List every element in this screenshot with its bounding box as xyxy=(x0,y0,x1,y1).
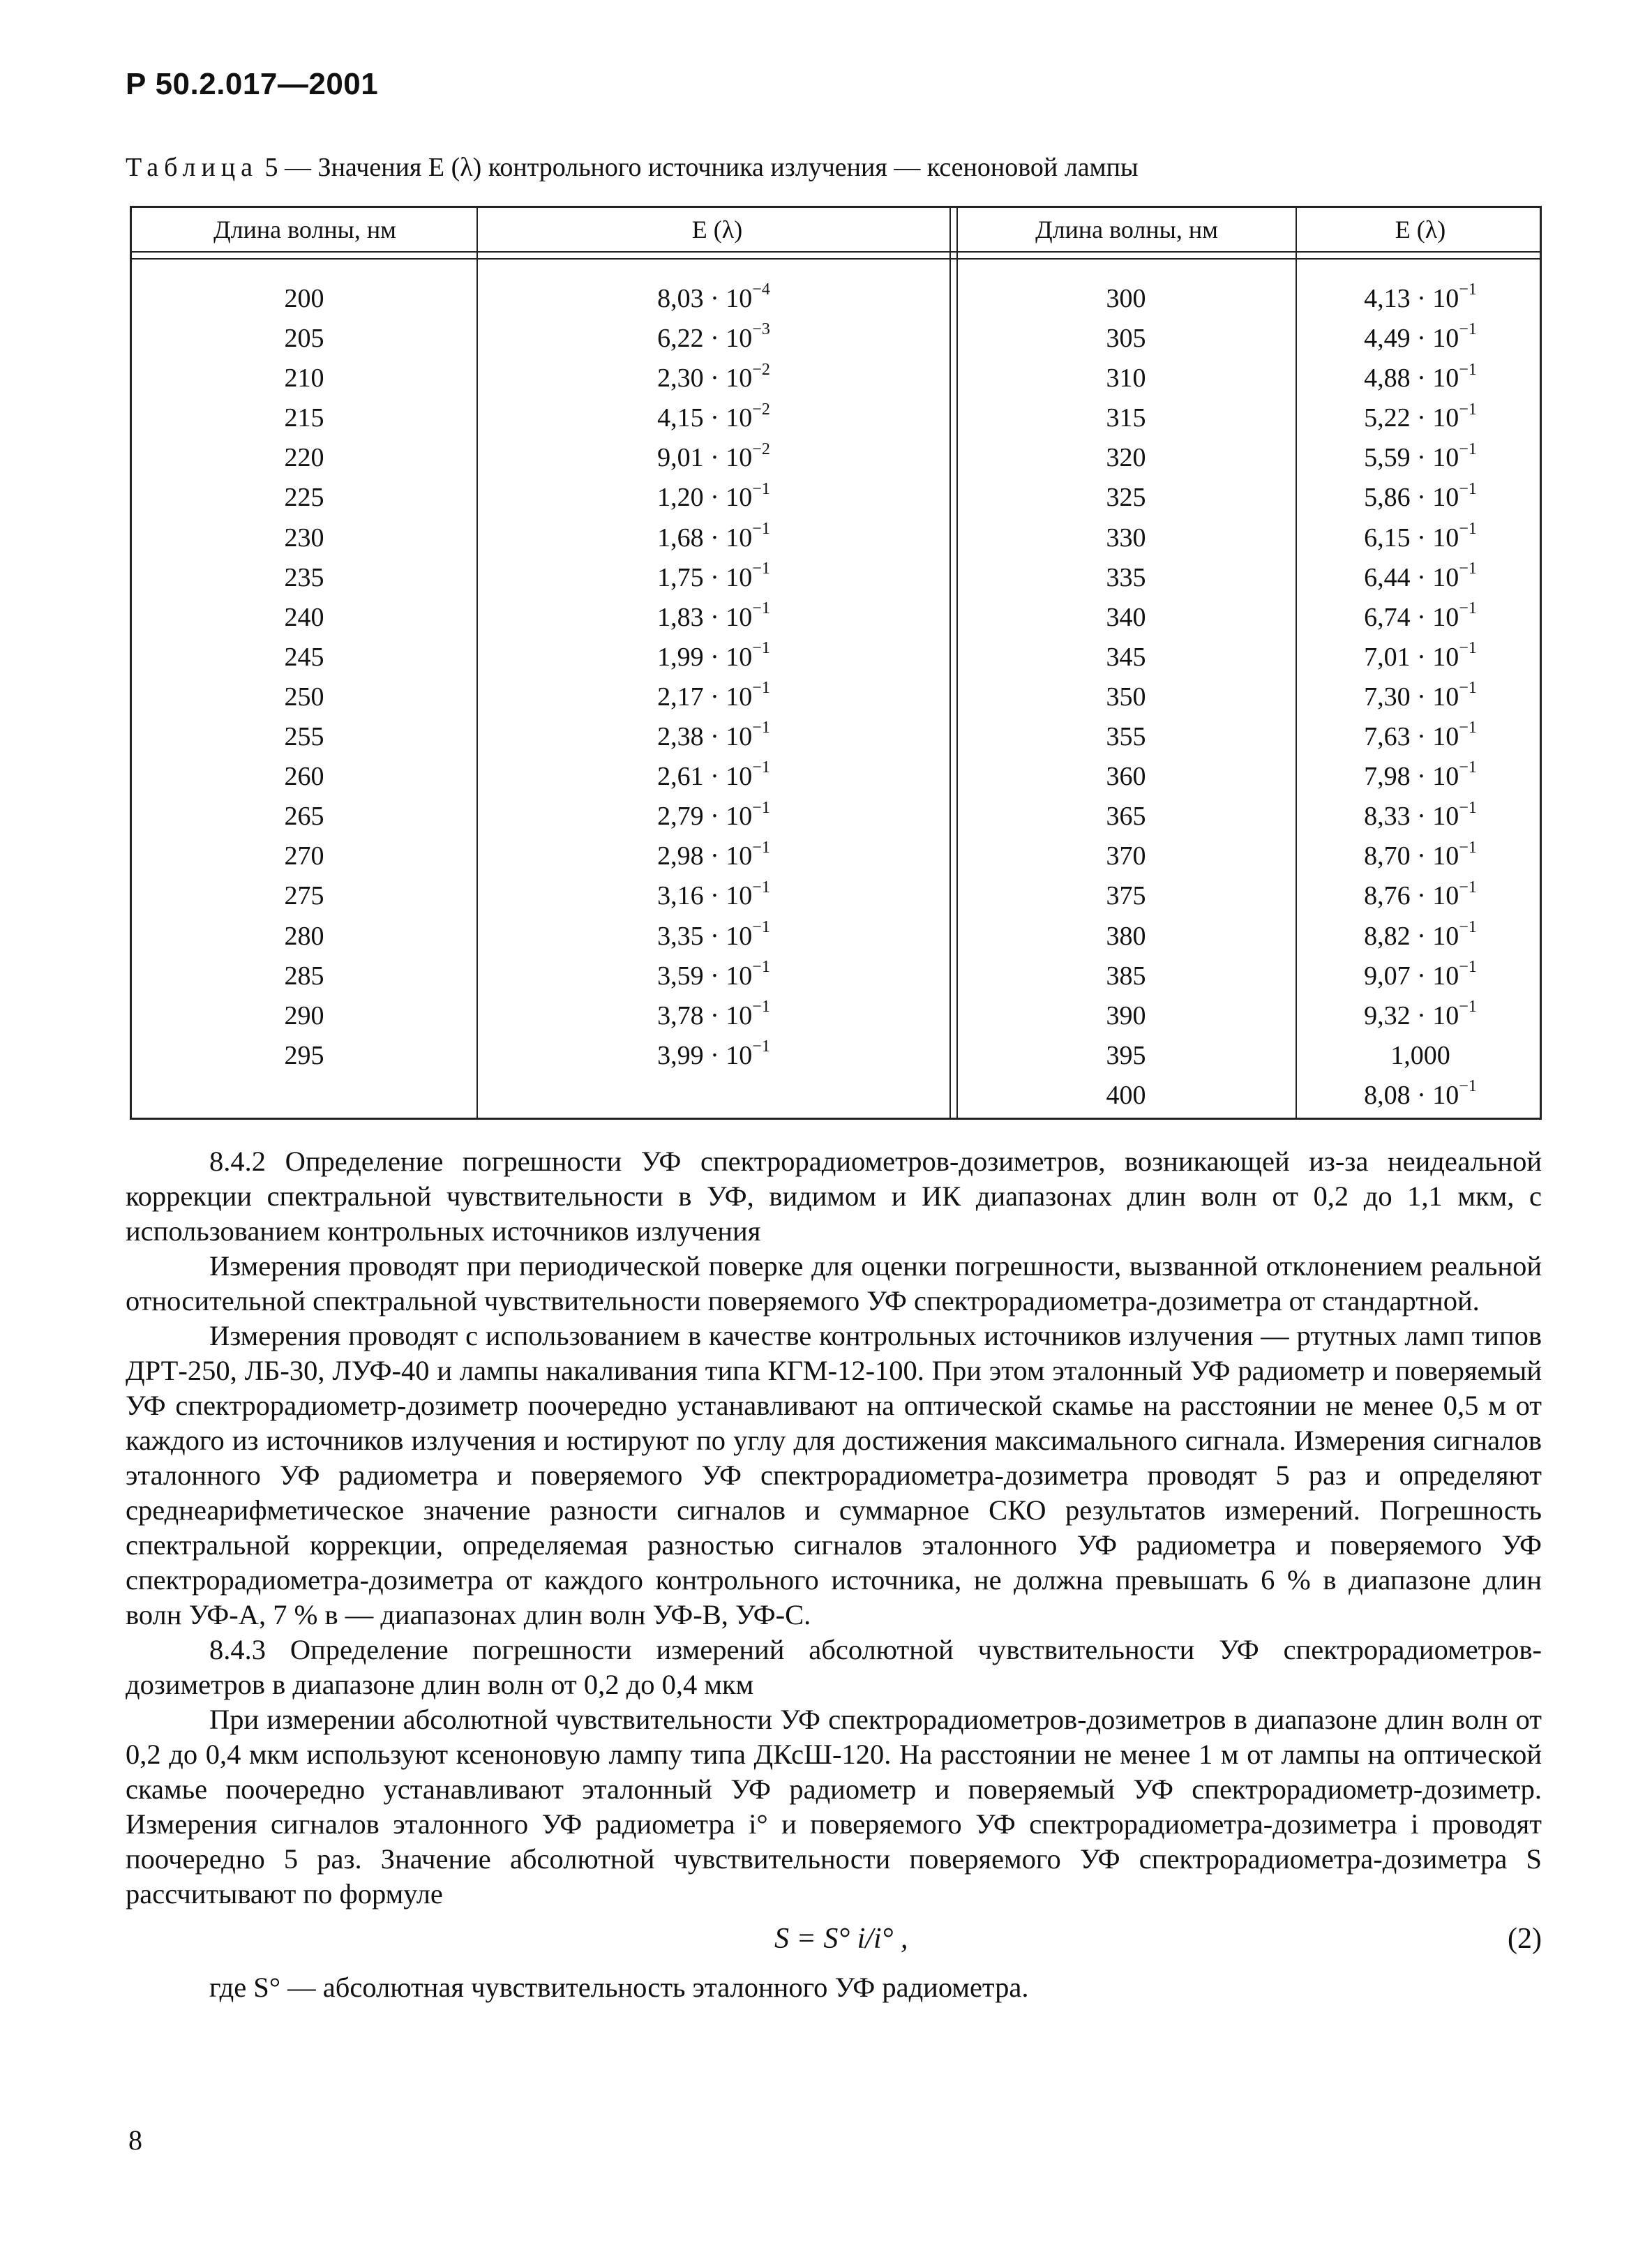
cell-wavelength-1 xyxy=(132,1036,476,1076)
cell-wavelength-1 xyxy=(132,319,476,359)
table-row xyxy=(132,478,1540,518)
table-header xyxy=(132,208,1540,251)
cell-wavelength-2-value: 300 xyxy=(1106,284,1146,313)
cell-e-lambda-2-value: 5,59 · 10 xyxy=(1364,443,1459,473)
cell-e-lambda-2-value: 8,70 · 10 xyxy=(1364,841,1459,871)
cell-e-lambda-2 xyxy=(1297,836,1544,876)
cell-e-lambda-2-exponent: −1 xyxy=(1459,519,1477,538)
cell-e-lambda-1-exponent: −1 xyxy=(752,479,770,498)
cell-e-lambda-1-value: 1,83 · 10 xyxy=(657,602,753,632)
table-row xyxy=(132,518,1540,558)
cell-e-lambda-1 xyxy=(478,478,949,518)
cell-wavelength-2-value: 340 xyxy=(1106,602,1146,632)
cell-e-lambda-1-exponent: −1 xyxy=(752,957,770,976)
table-row xyxy=(132,1036,1540,1076)
cell-e-lambda-2-exponent: −1 xyxy=(1459,878,1477,896)
header-rule-1 xyxy=(132,251,1540,253)
cell-e-lambda-2 xyxy=(1297,638,1544,677)
cell-wavelength-2-value: 400 xyxy=(1106,1080,1146,1110)
cell-wavelength-1-value: 215 xyxy=(284,403,324,433)
cell-wavelength-2 xyxy=(956,598,1296,638)
cell-wavelength-1-value: 250 xyxy=(284,682,324,712)
cell-e-lambda-1 xyxy=(478,518,949,558)
cell-e-lambda-1-exponent: −2 xyxy=(752,440,770,458)
cell-wavelength-2 xyxy=(956,757,1296,797)
cell-wavelength-1-value: 295 xyxy=(284,1040,324,1070)
cell-wavelength-1 xyxy=(132,638,476,677)
header-e-lambda-2: E (λ) xyxy=(1395,216,1446,243)
cell-wavelength-1-value: 260 xyxy=(284,762,324,792)
formula-expression: S = S° i/i° , xyxy=(774,1923,908,1955)
cell-e-lambda-1-exponent: −2 xyxy=(752,400,770,419)
table-row xyxy=(132,319,1540,359)
cell-e-lambda-2 xyxy=(1297,478,1544,518)
cell-e-lambda-2-value: 6,74 · 10 xyxy=(1364,602,1459,632)
cell-e-lambda-1-value: 2,30 · 10 xyxy=(657,363,753,393)
table-row xyxy=(132,996,1540,1036)
cell-e-lambda-1 xyxy=(478,1036,949,1076)
cell-e-lambda-1-exponent: −1 xyxy=(752,599,770,618)
table-row xyxy=(132,677,1540,717)
cell-e-lambda-2-value: 5,86 · 10 xyxy=(1364,483,1459,513)
cell-wavelength-2 xyxy=(956,717,1296,757)
cell-e-lambda-2 xyxy=(1297,717,1544,757)
cell-wavelength-1-value: 285 xyxy=(284,961,324,991)
cell-e-lambda-2-exponent: −1 xyxy=(1459,360,1477,379)
cell-e-lambda-2 xyxy=(1297,1076,1544,1116)
table-row xyxy=(132,797,1540,836)
cell-e-lambda-1-exponent: −1 xyxy=(752,719,770,737)
cell-wavelength-1 xyxy=(132,956,476,996)
cell-e-lambda-2 xyxy=(1297,359,1544,398)
cell-e-lambda-2-value: 9,32 · 10 xyxy=(1364,1000,1459,1030)
header-e-lambda-1: E (λ) xyxy=(691,216,743,243)
cell-e-lambda-2-value: 4,88 · 10 xyxy=(1364,363,1459,393)
cell-wavelength-1-value: 270 xyxy=(284,841,324,871)
cell-e-lambda-2-exponent: −1 xyxy=(1459,917,1477,936)
formula-explanation: где S° — абсолютная чувствительность эталонного УФ радиометра. xyxy=(209,1972,1029,2003)
cell-e-lambda-2 xyxy=(1297,1036,1544,1076)
cell-e-lambda-1 xyxy=(478,956,949,996)
cell-wavelength-1 xyxy=(132,478,476,518)
cell-e-lambda-1-exponent: −1 xyxy=(752,560,770,578)
cell-e-lambda-1 xyxy=(478,717,949,757)
cell-wavelength-2-value: 320 xyxy=(1106,443,1146,473)
cell-e-lambda-1-exponent: −1 xyxy=(752,838,770,857)
cell-e-lambda-2-value: 8,08 · 10 xyxy=(1364,1080,1459,1110)
cell-wavelength-1-value: 290 xyxy=(284,1000,324,1030)
cell-e-lambda-1 xyxy=(478,558,949,598)
cell-e-lambda-1 xyxy=(478,917,949,956)
cell-wavelength-2-value: 330 xyxy=(1106,523,1146,553)
cell-e-lambda-1-value: 3,16 · 10 xyxy=(657,881,753,911)
paragraph-8-4-3-procedure: При измерении абсолютной чувствительности УФ спектрорадиометров-дозиметров в диапазоне длин волн от 0,2 до 0,4 мкм используют ксеноновую лампу типа ДКсШ-120. На расстоянии не менее 1 м от лампы на оптической скамье поочередно устанавливают эталонный УФ радиометр и поверяемый УФ спектрорадиометр-дозиметр. Измерения сигналов эталонного УФ радиометра i° и поверяемого УФ спектрорадиометра-дозиметра i проводят поочередно 5 раз. Значение абсолютной чувствительности поверяемого УФ спектрорадиометра-дозиметра S рассчитывают по формуле xyxy=(126,1704,1542,1909)
cell-e-lambda-2-value: 8,76 · 10 xyxy=(1364,881,1459,911)
cell-e-lambda-2-exponent: −1 xyxy=(1459,998,1477,1016)
cell-e-lambda-2-exponent: −1 xyxy=(1459,560,1477,578)
cell-wavelength-1-value: 275 xyxy=(284,881,324,911)
cell-e-lambda-2 xyxy=(1297,279,1544,319)
cell-wavelength-2-value: 375 xyxy=(1106,881,1146,911)
formula-2 xyxy=(126,1914,1542,1963)
cell-e-lambda-1-exponent: −1 xyxy=(752,679,770,698)
cell-e-lambda-1 xyxy=(478,996,949,1036)
cell-wavelength-2 xyxy=(956,638,1296,677)
table-caption xyxy=(126,152,1138,183)
cell-wavelength-1-value: 220 xyxy=(284,443,324,473)
paragraph-8-4-2-title: 8.4.2 Определение погрешности УФ спектрорадиометров-дозиметров, возникающей из-за неидеальной коррекции спектральной чувствительности в УФ, видимом и ИК диапазонах длин волн от 0,2 до 1,1 мкм, с использованием контрольных источников излучения xyxy=(126,1146,1542,1247)
cell-wavelength-1 xyxy=(132,836,476,876)
cell-e-lambda-2 xyxy=(1297,757,1544,797)
cell-wavelength-1-value: 205 xyxy=(284,324,324,354)
cell-wavelength-2-value: 350 xyxy=(1106,682,1146,712)
cell-wavelength-2 xyxy=(956,836,1296,876)
cell-e-lambda-1 xyxy=(478,319,949,359)
page-number: 8 xyxy=(128,2124,142,2156)
cell-e-lambda-2-exponent: −1 xyxy=(1459,320,1477,339)
cell-e-lambda-1-value: 2,17 · 10 xyxy=(657,682,753,712)
cell-wavelength-1-value: 225 xyxy=(284,483,324,513)
cell-e-lambda-2-exponent: −1 xyxy=(1459,280,1477,299)
paragraph-8-4-2-procedure: Измерения проводят с использованием в качестве контрольных источников излучения — ртутных ламп типов ДРТ-250, ЛБ-30, ЛУФ-40 и лампы накаливания типа КГМ-12-100. При этом эталонный УФ радиометр и поверяемый УФ спектрорадиометр-дозиметр поочередно устанавливают на оптической скамье на расстоянии не менее 0,5 м от каждого из источников излучения и юстируют по углу для достижения максимального сигнала. Измерения сигналов эталонного УФ радиометра и поверяемого УФ спектрорадиометра-дозиметра проводят 5 раз и определяют среднеарифметическое значение разности сигналов и суммарное СКО результатов измерений. Погрешность спектральной коррекции, определяемая разностью сигналов эталонного УФ радиометра и поверяемого УФ спектрорадиометра-дозиметра от каждого контрольного источника, не должна превышать 6 % в диапазоне длин волн УФ-А, 7 % в — диапазонах длин волн УФ-В, УФ-С. xyxy=(126,1320,1542,1630)
cell-e-lambda-2-exponent: −1 xyxy=(1459,957,1477,976)
cell-wavelength-2 xyxy=(956,398,1296,438)
cell-wavelength-2 xyxy=(956,1076,1296,1116)
cell-e-lambda-2-exponent: −1 xyxy=(1459,400,1477,419)
cell-wavelength-2 xyxy=(956,319,1296,359)
cell-e-lambda-2-value: 4,13 · 10 xyxy=(1364,284,1459,313)
cell-wavelength-1 xyxy=(132,757,476,797)
cell-e-lambda-1 xyxy=(478,279,949,319)
cell-wavelength-2-value: 385 xyxy=(1106,961,1146,991)
table-row xyxy=(132,1076,1540,1116)
cell-e-lambda-1-value: 2,98 · 10 xyxy=(657,841,753,871)
cell-e-lambda-2-exponent: −1 xyxy=(1459,838,1477,857)
table-row xyxy=(132,876,1540,916)
cell-e-lambda-1-value: 2,79 · 10 xyxy=(657,802,753,832)
cell-e-lambda-2-exponent: −1 xyxy=(1459,679,1477,698)
cell-e-lambda-1-value: 2,38 · 10 xyxy=(657,722,753,752)
cell-e-lambda-2 xyxy=(1297,598,1544,638)
cell-e-lambda-2-value: 7,98 · 10 xyxy=(1364,762,1459,792)
cell-wavelength-2 xyxy=(956,1036,1296,1076)
cell-e-lambda-2 xyxy=(1297,797,1544,836)
cell-e-lambda-2-value: 9,07 · 10 xyxy=(1364,961,1459,991)
cell-e-lambda-1-exponent: −3 xyxy=(752,320,770,339)
table-row xyxy=(132,359,1540,398)
cell-wavelength-1-value: 280 xyxy=(284,921,324,951)
cell-wavelength-1 xyxy=(132,438,476,478)
cell-e-lambda-1-exponent: −4 xyxy=(752,280,770,299)
cell-e-lambda-1 xyxy=(478,598,949,638)
cell-wavelength-2 xyxy=(956,797,1296,836)
cell-e-lambda-1-exponent: −1 xyxy=(752,758,770,777)
cell-e-lambda-2 xyxy=(1297,438,1544,478)
cell-e-lambda-2-exponent: −1 xyxy=(1459,758,1477,777)
cell-e-lambda-1-value: 3,59 · 10 xyxy=(657,961,753,991)
cell-e-lambda-1 xyxy=(478,757,949,797)
cell-e-lambda-1-value: 3,35 · 10 xyxy=(657,921,753,951)
cell-wavelength-2 xyxy=(956,359,1296,398)
cell-e-lambda-1-exponent: −1 xyxy=(752,917,770,936)
cell-wavelength-1 xyxy=(132,677,476,717)
cell-e-lambda-1-value: 1,20 · 10 xyxy=(657,483,753,513)
table-caption-text: — Значения E (λ) контрольного источника излучения — ксеноновой лампы xyxy=(278,153,1139,182)
cell-wavelength-2 xyxy=(956,558,1296,598)
cell-wavelength-2 xyxy=(956,279,1296,319)
cell-e-lambda-1-value: 3,99 · 10 xyxy=(657,1040,753,1070)
cell-e-lambda-1-exponent: −1 xyxy=(752,1037,770,1056)
cell-e-lambda-2-exponent: −1 xyxy=(1459,440,1477,458)
table-row xyxy=(132,956,1540,996)
table-row xyxy=(132,279,1540,319)
cell-e-lambda-1-exponent: −1 xyxy=(752,998,770,1016)
formula-number: (2) xyxy=(1508,1923,1542,1955)
cell-e-lambda-2 xyxy=(1297,518,1544,558)
table-row xyxy=(132,638,1540,677)
table-caption-number: 5 xyxy=(264,153,278,182)
cell-wavelength-1 xyxy=(132,359,476,398)
cell-wavelength-1-value: 240 xyxy=(284,602,324,632)
cell-e-lambda-1-value: 2,61 · 10 xyxy=(657,762,753,792)
table-row xyxy=(132,398,1540,438)
cell-e-lambda-2-value: 8,33 · 10 xyxy=(1364,802,1459,832)
cell-wavelength-1 xyxy=(132,996,476,1036)
cell-e-lambda-2-exponent: −1 xyxy=(1459,1077,1477,1096)
cell-wavelength-1 xyxy=(132,558,476,598)
cell-wavelength-2-value: 395 xyxy=(1106,1040,1146,1070)
header-rule-2 xyxy=(132,258,1540,260)
cell-wavelength-2 xyxy=(956,438,1296,478)
cell-e-lambda-1-exponent: −2 xyxy=(752,360,770,379)
cell-wavelength-2-value: 355 xyxy=(1106,722,1146,752)
cell-wavelength-2-value: 310 xyxy=(1106,363,1146,393)
cell-wavelength-2-value: 305 xyxy=(1106,324,1146,354)
cell-e-lambda-1-value: 3,78 · 10 xyxy=(657,1000,753,1030)
cell-e-lambda-2-exponent: −1 xyxy=(1459,798,1477,817)
cell-e-lambda-1-exponent: −1 xyxy=(752,639,770,658)
cell-e-lambda-2-value: 6,44 · 10 xyxy=(1364,562,1459,592)
cell-e-lambda-2-value: 7,01 · 10 xyxy=(1364,642,1459,672)
table-row xyxy=(132,598,1540,638)
cell-e-lambda-2 xyxy=(1297,876,1544,916)
cell-wavelength-2 xyxy=(956,677,1296,717)
cell-wavelength-2-value: 390 xyxy=(1106,1000,1146,1030)
cell-e-lambda-1 xyxy=(478,1076,949,1116)
cell-wavelength-2 xyxy=(956,518,1296,558)
cell-e-lambda-2 xyxy=(1297,319,1544,359)
cell-wavelength-2 xyxy=(956,876,1296,916)
cell-e-lambda-2 xyxy=(1297,558,1544,598)
paragraph-8-4-2-purpose: Измерения проводят при периодической поверке для оценки погрешности, вызванной отклонением реальной относительной спектральной чувствительности поверяемого УФ спектрорадиометра-дозиметра от стандартной. xyxy=(126,1250,1542,1316)
cell-wavelength-2 xyxy=(956,917,1296,956)
table-row xyxy=(132,757,1540,797)
document-code: Р 50.2.017—2001 xyxy=(126,67,379,101)
cell-e-lambda-1-value: 9,01 · 10 xyxy=(657,443,753,473)
cell-e-lambda-2 xyxy=(1297,398,1544,438)
cell-e-lambda-2-value: 1,000 xyxy=(1390,1040,1450,1070)
table-row xyxy=(132,717,1540,757)
cell-wavelength-2-value: 345 xyxy=(1106,642,1146,672)
cell-e-lambda-2 xyxy=(1297,956,1544,996)
cell-e-lambda-2-value: 7,63 · 10 xyxy=(1364,722,1459,752)
cell-e-lambda-1-value: 8,03 · 10 xyxy=(657,284,753,313)
cell-e-lambda-2-exponent: −1 xyxy=(1459,599,1477,618)
cell-e-lambda-1 xyxy=(478,836,949,876)
cell-e-lambda-1-exponent: −1 xyxy=(752,878,770,896)
cell-wavelength-1-value: 245 xyxy=(284,642,324,672)
cell-e-lambda-2-value: 5,22 · 10 xyxy=(1364,403,1459,433)
cell-e-lambda-1 xyxy=(478,876,949,916)
cell-wavelength-1 xyxy=(132,797,476,836)
cell-wavelength-1-value: 200 xyxy=(284,284,324,313)
cell-e-lambda-2-value: 6,15 · 10 xyxy=(1364,523,1459,553)
cell-e-lambda-2-value: 8,82 · 10 xyxy=(1364,921,1459,951)
table-row xyxy=(132,836,1540,876)
cell-e-lambda-1-exponent: −1 xyxy=(752,519,770,538)
cell-wavelength-1-value: 235 xyxy=(284,562,324,592)
table-row xyxy=(132,558,1540,598)
cell-e-lambda-1-exponent: −1 xyxy=(752,798,770,817)
cell-wavelength-2-value: 380 xyxy=(1106,921,1146,951)
cell-wavelength-1-value: 255 xyxy=(284,722,324,752)
cell-e-lambda-1-value: 1,75 · 10 xyxy=(657,562,753,592)
xenon-lamp-table xyxy=(130,206,1542,1120)
cell-wavelength-2-value: 315 xyxy=(1106,403,1146,433)
cell-e-lambda-2 xyxy=(1297,996,1544,1036)
cell-wavelength-1 xyxy=(132,518,476,558)
table-row xyxy=(132,917,1540,956)
cell-e-lambda-1-value: 4,15 · 10 xyxy=(657,403,753,433)
cell-wavelength-1 xyxy=(132,1076,476,1116)
cell-wavelength-2-value: 365 xyxy=(1106,802,1146,832)
cell-wavelength-2-value: 370 xyxy=(1106,841,1146,871)
cell-wavelength-1 xyxy=(132,717,476,757)
cell-wavelength-2-value: 360 xyxy=(1106,762,1146,792)
cell-wavelength-1 xyxy=(132,917,476,956)
table-caption-prefix: Таблица xyxy=(126,153,259,182)
cell-e-lambda-1 xyxy=(478,797,949,836)
cell-e-lambda-1 xyxy=(478,677,949,717)
cell-wavelength-1-value: 230 xyxy=(284,523,324,553)
cell-e-lambda-2-value: 7,30 · 10 xyxy=(1364,682,1459,712)
cell-e-lambda-1-value: 1,99 · 10 xyxy=(657,642,753,672)
cell-wavelength-1-value: 265 xyxy=(284,802,324,832)
cell-wavelength-2-value: 325 xyxy=(1106,483,1146,513)
table-body xyxy=(132,279,1540,1116)
cell-e-lambda-1 xyxy=(478,438,949,478)
cell-e-lambda-2-exponent: −1 xyxy=(1459,719,1477,737)
cell-wavelength-2 xyxy=(956,996,1296,1036)
header-wavelength-1: Длина волны, нм xyxy=(213,216,396,243)
body-text xyxy=(126,1144,1542,2005)
cell-e-lambda-2-exponent: −1 xyxy=(1459,639,1477,658)
cell-e-lambda-1 xyxy=(478,398,949,438)
cell-e-lambda-1-value: 6,22 · 10 xyxy=(657,324,753,354)
cell-wavelength-2 xyxy=(956,956,1296,996)
cell-wavelength-1 xyxy=(132,398,476,438)
cell-wavelength-1 xyxy=(132,279,476,319)
table-row xyxy=(132,438,1540,478)
cell-e-lambda-1 xyxy=(478,638,949,677)
cell-wavelength-2 xyxy=(956,478,1296,518)
header-wavelength-2: Длина волны, нм xyxy=(1035,216,1218,243)
paragraph-8-4-3-title: 8.4.3 Определение погрешности измерений абсолютной чувствительности УФ спектрорадиометров-дозиметров в диапазоне длин волн от 0,2 до 0,4 мкм xyxy=(126,1634,1542,1700)
cell-e-lambda-2-value: 4,49 · 10 xyxy=(1364,324,1459,354)
cell-wavelength-1 xyxy=(132,598,476,638)
cell-e-lambda-2-exponent: −1 xyxy=(1459,479,1477,498)
cell-e-lambda-2 xyxy=(1297,677,1544,717)
cell-e-lambda-1-value: 1,68 · 10 xyxy=(657,523,753,553)
cell-wavelength-1-value: 210 xyxy=(284,363,324,393)
cell-wavelength-1 xyxy=(132,876,476,916)
cell-e-lambda-2 xyxy=(1297,917,1544,956)
cell-wavelength-2-value: 335 xyxy=(1106,562,1146,592)
cell-e-lambda-1 xyxy=(478,359,949,398)
